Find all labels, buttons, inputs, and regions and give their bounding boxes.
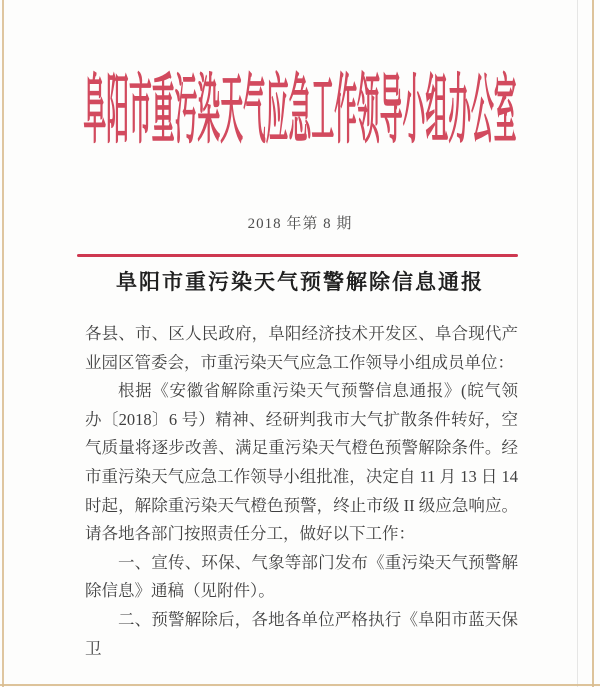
- page-edge-bottom: [0, 684, 600, 686]
- body-paragraph: 一、宣传、环保、气象等部门发布《重污染天气预警解除信息》通稿（见附件）。: [85, 552, 518, 601]
- masthead: [0, 69, 600, 156]
- masthead-org-name: 阜阳市重污染天气应急工作领导小组办公室: [83, 69, 517, 153]
- red-divider-rule: [77, 254, 518, 257]
- body-paragraph: 根据《安徽省解除重污染天气预警信息通报》(皖气领办〔2018〕6 号）精神、经研判我市大气扩散条件转好，空气质量将逐步改善、满足重污染天气橙色预警解除条件。经市重污染天气应急工作领导小组批准，决定自 11 月 13 日 14 时起，解除重污染天气橙色预警，终止市级 II 级应急响应。请各地各部门按照责任分工，做好以下工作：: [85, 381, 518, 544]
- document-body: [85, 320, 518, 663]
- body-paragraph: 二、预警解除后，各地各单位严格执行《阜阳市蓝天保卫: [85, 609, 518, 658]
- body-paragraph: 各县、市、区人民政府，阜阳经济技术开发区、阜合现代产业园区管委会，市重污染天气应急工作领导小组成员单位：: [85, 324, 518, 372]
- document-title: 阜阳市重污染天气预警解除信息通报: [116, 270, 484, 294]
- issue-number: 2018 年第 8 期: [247, 216, 353, 232]
